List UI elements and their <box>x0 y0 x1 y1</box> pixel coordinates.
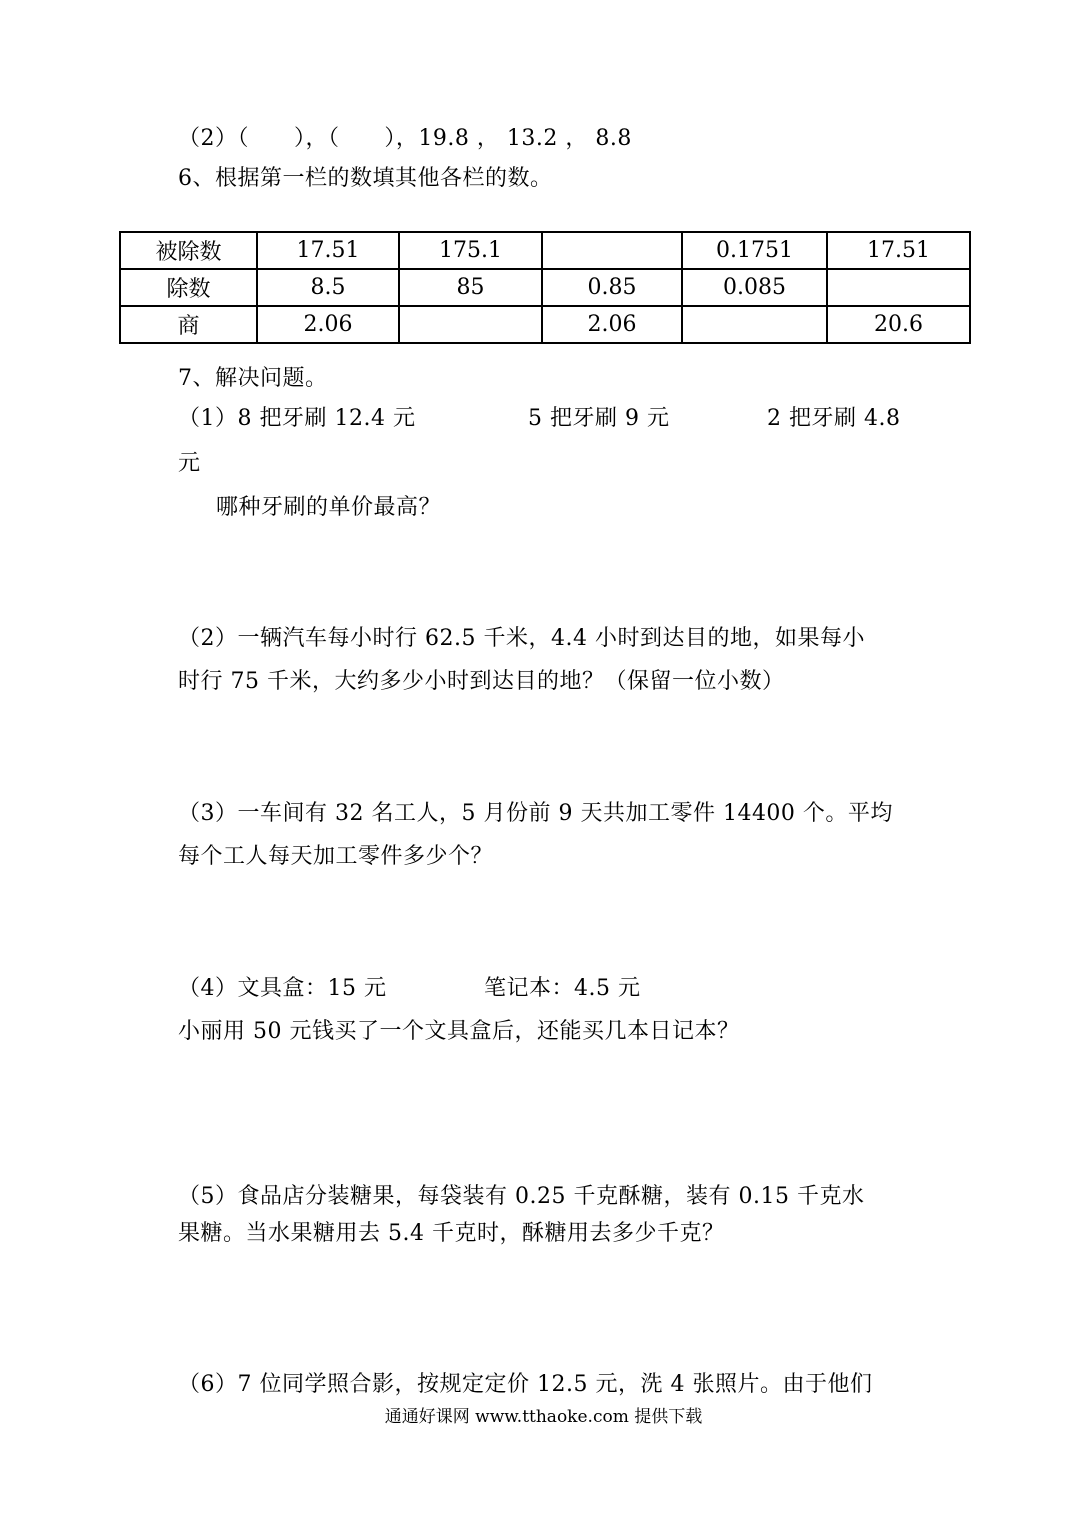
problem-2-line-1: （2）一辆汽车每小时行 62.5 千米，4.4 小时到达目的地，如果每小 <box>178 626 865 651</box>
table-cell: 2.06 <box>257 306 399 343</box>
table-cell <box>399 306 542 343</box>
sequence-question-2: （2）（ ），（ ），19.8 ， 13.2 ， 8.8 <box>178 126 632 151</box>
table-cell: 被除数 <box>120 232 257 269</box>
question-6-heading: 6、根据第一栏的数填其他各栏的数。 <box>178 166 553 191</box>
table-row-divisor <box>120 269 970 306</box>
table-cell: 17.51 <box>827 232 970 269</box>
table-cell: 2.06 <box>542 306 682 343</box>
table-cell: 175.1 <box>399 232 542 269</box>
problem-6-line-1: （6）7 位同学照合影，按规定定价 12.5 元，洗 4 张照片。由于他们 <box>178 1372 873 1397</box>
problem-3-line-2: 每个工人每天加工零件多少个？ <box>178 844 494 869</box>
problem-4-item-b: 笔记本：4.5 元 <box>484 976 641 1001</box>
table-cell: 17.51 <box>257 232 399 269</box>
table-cell <box>682 306 827 343</box>
table-cell: 85 <box>399 269 542 306</box>
page-footer: 通通好课网 www.tthaoke.com 提供下载 <box>384 1407 703 1427</box>
table-cell: 0.085 <box>682 269 827 306</box>
table-row-dividend <box>120 232 970 269</box>
table-row-quotient <box>120 306 970 343</box>
problem-1-option-b: 5 把牙刷 9 元 <box>528 406 670 431</box>
table-cell: 除数 <box>120 269 257 306</box>
table-cell: 20.6 <box>827 306 970 343</box>
division-table <box>119 231 971 344</box>
table-cell: 0.85 <box>542 269 682 306</box>
table-cell: 8.5 <box>257 269 399 306</box>
problem-5-line-2: 果糖。当水果糖用去 5.4 千克时，酥糖用去多少千克？ <box>178 1221 725 1246</box>
table-cell <box>827 269 970 306</box>
problem-5-line-1: （5）食品店分装糖果，每袋装有 0.25 千克酥糖，装有 0.15 千克水 <box>178 1184 865 1209</box>
table-cell <box>542 232 682 269</box>
problem-4-item-a: （4）文具盒：15 元 <box>178 976 387 1001</box>
table-cell: 0.1751 <box>682 232 827 269</box>
problem-3-line-1: （3）一车间有 32 名工人，5 月份前 9 天共加工零件 14400 个。平均 <box>178 801 893 826</box>
question-7-heading: 7、解决问题。 <box>178 366 328 391</box>
problem-2-line-2: 时行 75 千米，大约多少小时到达目的地？（保留一位小数） <box>178 669 785 694</box>
table-cell: 商 <box>120 306 257 343</box>
problem-1-option-c-unit: 元 <box>178 451 201 476</box>
problem-1-option-a: （1）8 把牙刷 12.4 元 <box>178 406 416 431</box>
problem-4-question: 小丽用 50 元钱买了一个文具盒后，还能买几本日记本？ <box>178 1019 740 1044</box>
problem-1-question: 哪种牙刷的单价最高？ <box>216 495 442 520</box>
problem-1-option-c: 2 把牙刷 4.8 <box>767 406 901 431</box>
